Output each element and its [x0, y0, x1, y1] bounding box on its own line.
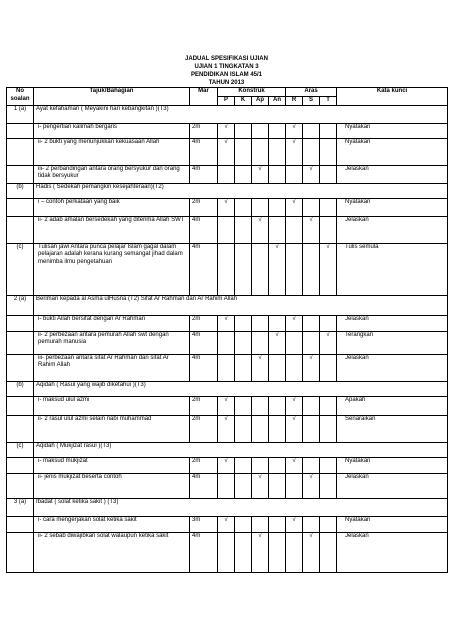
item-description: ii- jenis mukjizat beserta contoh — [34, 473, 190, 498]
tick-cell-ap — [252, 473, 269, 498]
tick-cell-s — [303, 198, 320, 216]
item-description: ii- 2 perbezaan antara pemurah Allah swt dengan pemurah manusia — [34, 331, 190, 354]
section-row — [7, 105, 448, 123]
check-mark-icon: √ — [258, 532, 262, 539]
tick-cell-t — [320, 198, 337, 216]
header-row — [7, 88, 448, 97]
question-number — [7, 138, 34, 165]
tick-cell-p — [218, 457, 235, 473]
item-description: i- maksud mukjizat — [34, 457, 190, 473]
tick-cell-ap — [252, 216, 269, 243]
tick-cell-an — [269, 473, 286, 498]
tick-cell-p — [218, 354, 235, 381]
check-mark-icon: √ — [224, 123, 228, 130]
question-number — [7, 473, 34, 498]
keyword: Jelaskan — [337, 473, 448, 498]
section-title: Ibadat ( solat ketika sakit ) (T3) — [34, 498, 448, 516]
check-mark-icon: √ — [326, 331, 330, 338]
tick-cell-p — [218, 216, 235, 243]
check-mark-icon: √ — [224, 198, 228, 205]
item-description: iii- 2 perbandingan antara orang bersyukur dan orang tidak bersyukur — [34, 165, 190, 183]
title-line-2: UJIAN 1 TINGKATAN 3 — [194, 64, 259, 70]
check-mark-icon: √ — [292, 457, 296, 464]
tick-cell-t — [320, 532, 337, 572]
item-row — [7, 457, 448, 473]
check-mark-icon: √ — [258, 165, 262, 172]
tick-cell-ap — [252, 516, 269, 532]
tick-cell-r — [286, 457, 303, 473]
tick-cell-r — [286, 198, 303, 216]
tick-cell-ap — [252, 198, 269, 216]
tick-cell-s — [303, 516, 320, 532]
tick-cell-r — [286, 138, 303, 165]
document-title — [0, 55, 453, 87]
item-description: iii- perbezaan antara sifat Ar Rahman dan sifat Ar Rahim Allah — [34, 354, 190, 381]
item-row — [7, 516, 448, 532]
tick-cell-ap — [252, 532, 269, 572]
item-description: i – contoh perkataan yang baik — [34, 198, 190, 216]
tick-cell-p — [218, 532, 235, 572]
tick-cell-t — [320, 138, 337, 165]
item-marks: 4m — [190, 331, 218, 354]
tick-cell-r — [286, 516, 303, 532]
section-title: Beriman kepada al Asma ulHusna (T2) Sifat Ar Rahman dan Ar Rahim Allah — [34, 295, 448, 315]
item-marks: 4m — [190, 138, 218, 165]
tick-cell-s — [303, 243, 320, 295]
tick-cell-t — [320, 516, 337, 532]
tick-cell-t — [320, 216, 337, 243]
tick-cell-p — [218, 123, 235, 138]
keyword: Apakah — [337, 396, 448, 415]
question-number — [7, 315, 34, 331]
tick-cell-s — [303, 473, 320, 498]
item-description: ii- 2 adab amalan bersedekah yang diterima Allah SWT — [34, 216, 190, 243]
check-mark-icon: √ — [224, 457, 228, 464]
tick-cell-ap — [252, 165, 269, 183]
tick-cell-an — [269, 457, 286, 473]
item-marks: 2m — [190, 457, 218, 473]
header-tajuk: Tajuk/Bahagian — [34, 88, 190, 106]
check-mark-icon: √ — [258, 216, 262, 223]
keyword: Nyatakan — [337, 138, 448, 165]
item-description: i- maksud ulul azmi — [34, 396, 190, 415]
check-mark-icon: √ — [224, 415, 228, 422]
tick-cell-k — [235, 473, 252, 498]
tick-cell-t — [320, 473, 337, 498]
keyword: Jelaskan — [337, 354, 448, 381]
item-row — [7, 532, 448, 572]
item-row — [7, 243, 448, 295]
header-kata-kunci: Kata kunci — [337, 88, 448, 106]
question-number: (b) — [7, 183, 34, 198]
question-number — [7, 354, 34, 381]
item-marks: 2m — [190, 415, 218, 442]
item-marks: 4m — [190, 243, 218, 295]
keyword: Nyatakan — [337, 457, 448, 473]
tick-cell-an — [269, 123, 286, 138]
check-mark-icon: √ — [309, 473, 313, 480]
section-row — [7, 183, 448, 198]
title-line-4: TAHUN 2013 — [208, 80, 245, 86]
item-row — [7, 473, 448, 498]
tick-cell-an — [269, 331, 286, 354]
tick-cell-p — [218, 516, 235, 532]
subheader-s: S — [303, 97, 320, 106]
tick-cell-an — [269, 516, 286, 532]
tick-cell-p — [218, 198, 235, 216]
keyword: Jelaskan — [337, 315, 448, 331]
question-number — [7, 331, 34, 354]
check-mark-icon: √ — [292, 396, 296, 403]
question-number: 1 (a) — [7, 105, 34, 123]
tick-cell-r — [286, 243, 303, 295]
section-title: Aqidah ( Mukjizat rasul )(T3) — [34, 442, 448, 457]
tick-cell-ap — [252, 331, 269, 354]
question-number — [7, 415, 34, 442]
tick-cell-r — [286, 216, 303, 243]
tick-cell-p — [218, 473, 235, 498]
tick-cell-t — [320, 354, 337, 381]
item-description: ii- 2 bukti yang menunjukkan kekuasaan Allah — [34, 138, 190, 165]
tick-cell-r — [286, 396, 303, 415]
tick-cell-k — [235, 123, 252, 138]
tick-cell-s — [303, 165, 320, 183]
check-mark-icon: √ — [309, 165, 313, 172]
question-number — [7, 516, 34, 532]
tick-cell-r — [286, 165, 303, 183]
item-row — [7, 315, 448, 331]
tick-cell-r — [286, 315, 303, 331]
tick-cell-r — [286, 473, 303, 498]
subheader-t: T — [320, 97, 337, 106]
tick-cell-p — [218, 165, 235, 183]
tick-cell-r — [286, 532, 303, 572]
tick-cell-s — [303, 457, 320, 473]
tick-cell-k — [235, 516, 252, 532]
check-mark-icon: √ — [224, 516, 228, 523]
tick-cell-ap — [252, 396, 269, 415]
question-number — [7, 396, 34, 415]
question-number — [7, 198, 34, 216]
tick-cell-t — [320, 165, 337, 183]
tick-cell-k — [235, 415, 252, 442]
item-marks: 4m — [190, 216, 218, 243]
tick-cell-r — [286, 331, 303, 354]
section-row — [7, 295, 448, 315]
keyword: Jelaskan — [337, 532, 448, 572]
tick-cell-ap — [252, 243, 269, 295]
tick-cell-an — [269, 138, 286, 165]
tick-cell-k — [235, 315, 252, 331]
section-title: Aqidah ( Rasul yang wajib diketahui )(T3) — [34, 381, 448, 396]
tick-cell-ap — [252, 123, 269, 138]
tick-cell-t — [320, 315, 337, 331]
tick-cell-ap — [252, 354, 269, 381]
item-row — [7, 198, 448, 216]
section-row — [7, 381, 448, 396]
tick-cell-an — [269, 243, 286, 295]
question-number: (b) — [7, 381, 34, 396]
item-marks: 2m — [190, 396, 218, 415]
section-title: Ayat kefahaman ( Meyakini hari kebangkitan )(T3) — [34, 105, 448, 123]
tick-cell-p — [218, 315, 235, 331]
tick-cell-t — [320, 396, 337, 415]
item-row — [7, 331, 448, 354]
tick-cell-an — [269, 198, 286, 216]
subheader-ap: Ap — [252, 97, 269, 106]
check-mark-icon: √ — [258, 473, 262, 480]
question-number — [7, 532, 34, 572]
tick-cell-s — [303, 216, 320, 243]
subheader-r: R — [286, 97, 303, 106]
tick-cell-p — [218, 331, 235, 354]
keyword: Nyatakan — [337, 123, 448, 138]
item-row — [7, 138, 448, 165]
item-description: ii- 2 sebab diwajibkan solat walaupun ketika sakit — [34, 532, 190, 572]
item-marks: 2m — [190, 315, 218, 331]
tick-cell-k — [235, 396, 252, 415]
check-mark-icon: √ — [275, 243, 279, 250]
tick-cell-r — [286, 354, 303, 381]
tick-cell-t — [320, 457, 337, 473]
check-mark-icon: √ — [309, 354, 313, 361]
item-row — [7, 165, 448, 183]
item-row — [7, 123, 448, 138]
check-mark-icon: √ — [275, 331, 279, 338]
tick-cell-k — [235, 165, 252, 183]
tick-cell-t — [320, 331, 337, 354]
tick-cell-s — [303, 415, 320, 442]
header-konstruk: Konstruk — [218, 88, 286, 97]
keyword: Nyatakan — [337, 198, 448, 216]
question-number — [7, 457, 34, 473]
tick-cell-ap — [252, 315, 269, 331]
tick-cell-p — [218, 243, 235, 295]
question-number — [7, 216, 34, 243]
tick-cell-s — [303, 396, 320, 415]
question-number — [7, 165, 34, 183]
tick-cell-s — [303, 331, 320, 354]
item-row — [7, 415, 448, 442]
item-description: i- cara mengerjakan solat ketika sakit — [34, 516, 190, 532]
check-mark-icon: √ — [309, 532, 313, 539]
tick-cell-k — [235, 243, 252, 295]
check-mark-icon: √ — [292, 516, 296, 523]
check-mark-icon: √ — [292, 315, 296, 322]
check-mark-icon: √ — [292, 138, 296, 145]
item-marks: 2m — [190, 123, 218, 138]
tick-cell-r — [286, 123, 303, 138]
keyword: Terangkan — [337, 331, 448, 354]
tick-cell-s — [303, 138, 320, 165]
keyword: Senaraikan — [337, 415, 448, 442]
tick-cell-k — [235, 198, 252, 216]
tick-cell-s — [303, 354, 320, 381]
tick-cell-p — [218, 415, 235, 442]
specification-table-body — [7, 105, 448, 572]
item-marks: 4m — [190, 473, 218, 498]
check-mark-icon: √ — [224, 138, 228, 145]
question-number: (c) — [7, 243, 34, 295]
check-mark-icon: √ — [292, 415, 296, 422]
specification-table — [6, 87, 448, 573]
question-number: 2 (a) — [7, 295, 34, 315]
tick-cell-an — [269, 165, 286, 183]
check-mark-icon: √ — [309, 216, 313, 223]
keyword: Tulis semula — [337, 243, 448, 295]
tick-cell-an — [269, 396, 286, 415]
question-number — [7, 123, 34, 138]
tick-cell-r — [286, 415, 303, 442]
subheader-p: P — [218, 97, 235, 106]
tick-cell-k — [235, 532, 252, 572]
check-mark-icon: √ — [326, 243, 330, 250]
title-line-1: JADUAL SPESIFIKASI UJIAN — [185, 56, 268, 62]
tick-cell-k — [235, 457, 252, 473]
tick-cell-an — [269, 415, 286, 442]
check-mark-icon: √ — [292, 123, 296, 130]
item-row — [7, 354, 448, 381]
section-row — [7, 442, 448, 457]
subheader-an: An — [269, 97, 286, 106]
subheader-k: K — [235, 97, 252, 106]
tick-cell-ap — [252, 415, 269, 442]
header-aras: Aras — [286, 88, 337, 97]
title-line-3: PENDIDIKAN ISLAM 45/1 — [190, 72, 262, 78]
tick-cell-s — [303, 123, 320, 138]
keyword: Nyatakan — [337, 516, 448, 532]
tick-cell-s — [303, 532, 320, 572]
header-no: No soalan — [7, 88, 34, 106]
tick-cell-ap — [252, 138, 269, 165]
tick-cell-p — [218, 138, 235, 165]
check-mark-icon: √ — [224, 396, 228, 403]
item-description: Tulisan jawi Antara punca pelajar Islam gagal dalam pelajaran adalah kerana kurang semangat jihad dalam menimba ilmu pengetahuan — [34, 243, 190, 295]
tick-cell-t — [320, 415, 337, 442]
check-mark-icon: √ — [258, 354, 262, 361]
tick-cell-an — [269, 532, 286, 572]
item-marks: 2m — [190, 198, 218, 216]
header-mar: Mar — [190, 88, 218, 106]
item-row — [7, 216, 448, 243]
tick-cell-an — [269, 354, 286, 381]
tick-cell-k — [235, 138, 252, 165]
item-marks: 4m — [190, 354, 218, 381]
check-mark-icon: √ — [292, 198, 296, 205]
question-number: 3 (a) — [7, 498, 34, 516]
tick-cell-t — [320, 123, 337, 138]
keyword: Jelaskan — [337, 216, 448, 243]
item-description: ii- 2 rasul ulul azmi selain nabi muhammad — [34, 415, 190, 442]
tick-cell-k — [235, 354, 252, 381]
item-description: i- pengertian kalimah bergaris — [34, 123, 190, 138]
item-marks: 4m — [190, 532, 218, 572]
section-row — [7, 498, 448, 516]
keyword: Jelaskan — [337, 165, 448, 183]
tick-cell-an — [269, 315, 286, 331]
tick-cell-s — [303, 315, 320, 331]
item-description: i- bukti Allah bersifat dengan Ar Rahman — [34, 315, 190, 331]
check-mark-icon: √ — [224, 315, 228, 322]
tick-cell-an — [269, 216, 286, 243]
section-title: Hadis ( Sedekah pemangkin kesejahteraan)(T2) — [34, 183, 448, 198]
tick-cell-ap — [252, 457, 269, 473]
tick-cell-t — [320, 243, 337, 295]
item-row — [7, 396, 448, 415]
tick-cell-k — [235, 331, 252, 354]
item-marks: 4m — [190, 165, 218, 183]
tick-cell-p — [218, 396, 235, 415]
tick-cell-k — [235, 216, 252, 243]
question-number: (c) — [7, 442, 34, 457]
item-marks: 3m — [190, 516, 218, 532]
